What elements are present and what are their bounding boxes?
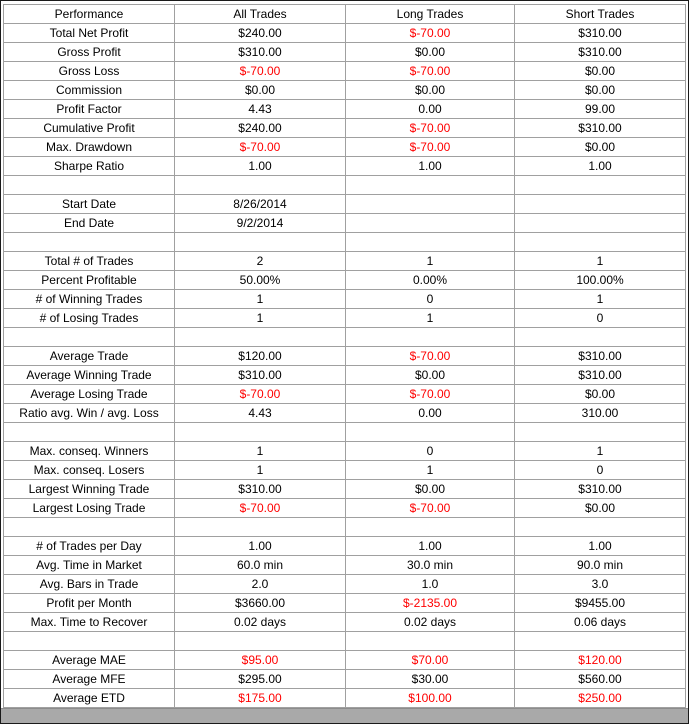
metric-label-cell: Percent Profitable xyxy=(4,271,175,290)
metric-label-cell: Average MFE xyxy=(4,670,175,689)
short-trades-cell: $0.00 xyxy=(515,62,686,81)
table-row[interactable] xyxy=(4,233,686,252)
short-trades-cell: $310.00 xyxy=(515,43,686,62)
long-trades-cell xyxy=(346,518,515,537)
all-trades-cell: $120.00 xyxy=(175,347,346,366)
table-row[interactable] xyxy=(4,119,686,138)
short-trades-cell: $120.00 xyxy=(515,651,686,670)
table-row[interactable] xyxy=(4,252,686,271)
metric-label-cell: Max. conseq. Winners xyxy=(4,442,175,461)
table-row[interactable] xyxy=(4,43,686,62)
long-trades-cell: $0.00 xyxy=(346,81,515,100)
short-trades-cell: $310.00 xyxy=(515,480,686,499)
all-trades-cell xyxy=(175,632,346,651)
table-body xyxy=(4,24,686,708)
long-trades-cell: $70.00 xyxy=(346,651,515,670)
all-trades-cell xyxy=(175,176,346,195)
all-trades-cell: 4.43 xyxy=(175,404,346,423)
table-row[interactable] xyxy=(4,670,686,689)
table-row[interactable] xyxy=(4,157,686,176)
long-trades-cell: 1 xyxy=(346,252,515,271)
long-trades-cell: 0.00 xyxy=(346,100,515,119)
table-row[interactable] xyxy=(4,309,686,328)
short-trades-cell: $0.00 xyxy=(515,499,686,518)
table-row[interactable] xyxy=(4,613,686,632)
metric-label-cell: Largest Winning Trade xyxy=(4,480,175,499)
all-trades-cell: $-70.00 xyxy=(175,499,346,518)
short-trades-cell: 1 xyxy=(515,290,686,309)
table-row[interactable] xyxy=(4,385,686,404)
table-row[interactable] xyxy=(4,271,686,290)
metric-label-cell: Ratio avg. Win / avg. Loss xyxy=(4,404,175,423)
all-trades-cell xyxy=(175,423,346,442)
long-trades-cell: $-2135.00 xyxy=(346,594,515,613)
all-trades-cell: 2.0 xyxy=(175,575,346,594)
short-trades-cell: $310.00 xyxy=(515,119,686,138)
long-trades-cell: 1.00 xyxy=(346,157,515,176)
metric-label-cell: Max. Drawdown xyxy=(4,138,175,157)
all-trades-cell: 1 xyxy=(175,309,346,328)
short-trades-cell: 3.0 xyxy=(515,575,686,594)
short-trades-cell: $310.00 xyxy=(515,366,686,385)
short-trades-cell xyxy=(515,518,686,537)
long-trades-cell: 1.0 xyxy=(346,575,515,594)
long-trades-cell: $-70.00 xyxy=(346,119,515,138)
table-row[interactable] xyxy=(4,24,686,43)
long-trades-cell: 0 xyxy=(346,442,515,461)
all-trades-cell: $310.00 xyxy=(175,480,346,499)
short-trades-cell xyxy=(515,632,686,651)
long-trades-cell: $30.00 xyxy=(346,670,515,689)
short-trades-cell: 100.00% xyxy=(515,271,686,290)
long-trades-cell: $-70.00 xyxy=(346,138,515,157)
metric-label-cell: Average Trade xyxy=(4,347,175,366)
all-trades-cell: 8/26/2014 xyxy=(175,195,346,214)
all-trades-cell: 2 xyxy=(175,252,346,271)
all-trades-cell: 1 xyxy=(175,461,346,480)
table-row[interactable] xyxy=(4,214,686,233)
table-row[interactable] xyxy=(4,290,686,309)
all-trades-cell: 1.00 xyxy=(175,537,346,556)
long-trades-cell: $100.00 xyxy=(346,689,515,708)
short-trades-cell: 1 xyxy=(515,442,686,461)
metric-label-cell xyxy=(4,632,175,651)
long-trades-cell xyxy=(346,195,515,214)
all-trades-cell: $3660.00 xyxy=(175,594,346,613)
table-row[interactable] xyxy=(4,689,686,708)
table-row[interactable] xyxy=(4,442,686,461)
long-trades-cell xyxy=(346,632,515,651)
short-trades-cell xyxy=(515,328,686,347)
metric-label-cell xyxy=(4,518,175,537)
all-trades-cell: 9/2/2014 xyxy=(175,214,346,233)
table-row[interactable] xyxy=(4,461,686,480)
all-trades-cell: 1 xyxy=(175,442,346,461)
table-row[interactable] xyxy=(4,632,686,651)
table-row[interactable] xyxy=(4,366,686,385)
metric-label-cell: Largest Losing Trade xyxy=(4,499,175,518)
all-trades-cell: $310.00 xyxy=(175,366,346,385)
table-row[interactable] xyxy=(4,594,686,613)
short-trades-cell: $0.00 xyxy=(515,138,686,157)
metric-label-cell xyxy=(4,176,175,195)
short-trades-cell: 310.00 xyxy=(515,404,686,423)
metric-label-cell: Profit per Month xyxy=(4,594,175,613)
short-trades-cell xyxy=(515,176,686,195)
short-trades-cell: $0.00 xyxy=(515,385,686,404)
long-trades-cell: 1 xyxy=(346,461,515,480)
table-row[interactable] xyxy=(4,518,686,537)
metric-label-cell: # of Trades per Day xyxy=(4,537,175,556)
short-trades-cell: 1.00 xyxy=(515,537,686,556)
table-row[interactable] xyxy=(4,100,686,119)
all-trades-cell: 4.43 xyxy=(175,100,346,119)
all-trades-cell: 50.00% xyxy=(175,271,346,290)
short-trades-cell: 0 xyxy=(515,461,686,480)
metric-label-cell: Gross Profit xyxy=(4,43,175,62)
all-trades-cell: $240.00 xyxy=(175,119,346,138)
all-trades-cell: $295.00 xyxy=(175,670,346,689)
metric-label-cell: Max. Time to Recover xyxy=(4,613,175,632)
long-trades-cell: $-70.00 xyxy=(346,62,515,81)
table-row[interactable] xyxy=(4,404,686,423)
short-trades-cell: $310.00 xyxy=(515,24,686,43)
metric-label-cell: Avg. Time in Market xyxy=(4,556,175,575)
table-row[interactable] xyxy=(4,176,686,195)
all-trades-cell: $95.00 xyxy=(175,651,346,670)
short-trades-cell: $560.00 xyxy=(515,670,686,689)
long-trades-cell: $0.00 xyxy=(346,366,515,385)
short-trades-cell: 1 xyxy=(515,252,686,271)
table-row[interactable] xyxy=(4,480,686,499)
long-trades-cell xyxy=(346,214,515,233)
long-trades-cell: $-70.00 xyxy=(346,385,515,404)
table-row[interactable] xyxy=(4,537,686,556)
metric-label-cell xyxy=(4,423,175,442)
table-row[interactable] xyxy=(4,556,686,575)
metric-label-cell: Average MAE xyxy=(4,651,175,670)
horizontal-scrollbar[interactable] xyxy=(1,708,688,723)
long-trades-cell: 0.00 xyxy=(346,404,515,423)
all-trades-cell: 0.02 days xyxy=(175,613,346,632)
column-header-all-trades[interactable]: All Trades xyxy=(175,5,346,24)
table-row[interactable] xyxy=(4,347,686,366)
short-trades-cell: $250.00 xyxy=(515,689,686,708)
all-trades-cell: $-70.00 xyxy=(175,385,346,404)
short-trades-cell xyxy=(515,195,686,214)
long-trades-cell: 0.02 days xyxy=(346,613,515,632)
metric-label-cell xyxy=(4,328,175,347)
long-trades-cell: $0.00 xyxy=(346,480,515,499)
performance-table xyxy=(3,4,686,708)
short-trades-cell xyxy=(515,423,686,442)
table-row[interactable] xyxy=(4,81,686,100)
long-trades-cell: $-70.00 xyxy=(346,499,515,518)
table-row[interactable] xyxy=(4,195,686,214)
all-trades-cell: $0.00 xyxy=(175,81,346,100)
all-trades-cell: 1 xyxy=(175,290,346,309)
all-trades-cell xyxy=(175,233,346,252)
long-trades-cell xyxy=(346,423,515,442)
all-trades-cell: $175.00 xyxy=(175,689,346,708)
all-trades-cell: $240.00 xyxy=(175,24,346,43)
metric-label-cell: Cumulative Profit xyxy=(4,119,175,138)
metric-label-cell: End Date xyxy=(4,214,175,233)
column-header-long-trades[interactable]: Long Trades xyxy=(346,5,515,24)
all-trades-cell xyxy=(175,328,346,347)
table-row[interactable] xyxy=(4,575,686,594)
long-trades-cell xyxy=(346,233,515,252)
short-trades-cell: 1.00 xyxy=(515,157,686,176)
all-trades-cell: 1.00 xyxy=(175,157,346,176)
metric-label-cell: Total # of Trades xyxy=(4,252,175,271)
table-row[interactable] xyxy=(4,499,686,518)
short-trades-cell: 0 xyxy=(515,309,686,328)
long-trades-cell xyxy=(346,328,515,347)
metric-label-cell: Gross Loss xyxy=(4,62,175,81)
metric-label-cell: Commission xyxy=(4,81,175,100)
short-trades-cell: $310.00 xyxy=(515,347,686,366)
long-trades-cell: $-70.00 xyxy=(346,24,515,43)
short-trades-cell xyxy=(515,214,686,233)
metric-label-cell: Sharpe Ratio xyxy=(4,157,175,176)
all-trades-cell xyxy=(175,518,346,537)
column-header-performance[interactable]: Performance xyxy=(4,5,175,24)
column-header-short-trades[interactable]: Short Trades xyxy=(515,5,686,24)
long-trades-cell: 0 xyxy=(346,290,515,309)
short-trades-cell: 0.06 days xyxy=(515,613,686,632)
metric-label-cell: Profit Factor xyxy=(4,100,175,119)
table-row[interactable] xyxy=(4,328,686,347)
all-trades-cell: $-70.00 xyxy=(175,62,346,81)
long-trades-cell: 30.0 min xyxy=(346,556,515,575)
table-row[interactable] xyxy=(4,651,686,670)
short-trades-cell xyxy=(515,233,686,252)
header-row xyxy=(4,5,686,24)
metric-label-cell: Average Losing Trade xyxy=(4,385,175,404)
short-trades-cell: $9455.00 xyxy=(515,594,686,613)
metric-label-cell: # of Winning Trades xyxy=(4,290,175,309)
all-trades-cell: $-70.00 xyxy=(175,138,346,157)
long-trades-cell: $0.00 xyxy=(346,43,515,62)
long-trades-cell: 1.00 xyxy=(346,537,515,556)
metric-label-cell xyxy=(4,233,175,252)
long-trades-cell: 0.00% xyxy=(346,271,515,290)
long-trades-cell xyxy=(346,176,515,195)
all-trades-cell: 60.0 min xyxy=(175,556,346,575)
long-trades-cell: $-70.00 xyxy=(346,347,515,366)
metric-label-cell: # of Losing Trades xyxy=(4,309,175,328)
metric-label-cell: Average Winning Trade xyxy=(4,366,175,385)
all-trades-cell: $310.00 xyxy=(175,43,346,62)
metric-label-cell: Total Net Profit xyxy=(4,24,175,43)
metric-label-cell: Max. conseq. Losers xyxy=(4,461,175,480)
metric-label-cell: Start Date xyxy=(4,195,175,214)
long-trades-cell: 1 xyxy=(346,309,515,328)
table-row[interactable] xyxy=(4,62,686,81)
table-row[interactable] xyxy=(4,138,686,157)
short-trades-cell: 90.0 min xyxy=(515,556,686,575)
metric-label-cell: Average ETD xyxy=(4,689,175,708)
short-trades-cell: $0.00 xyxy=(515,81,686,100)
table-row[interactable] xyxy=(4,423,686,442)
short-trades-cell: 99.00 xyxy=(515,100,686,119)
metric-label-cell: Avg. Bars in Trade xyxy=(4,575,175,594)
